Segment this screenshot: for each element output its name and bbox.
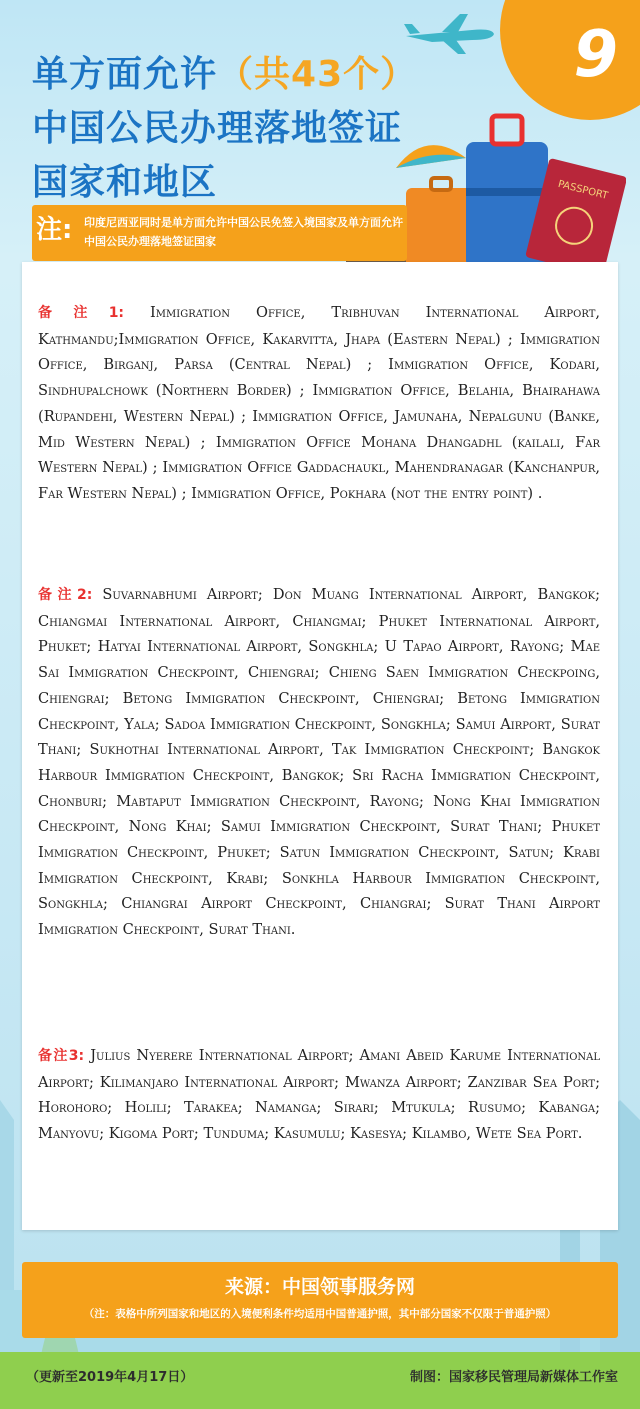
remark-text: Julius Nyerere International Airport; Amani Abeid Karume International Airport; Kilimanjaro International Airport; Mwanza Airport; Zanzibar Sea Port; Horohoro; Holili; Tarakea; Namanga; Sirari; Mtukula; Rusumo; Kabanga; Manyovu; Kigoma Port; Tunduma; Kasumulu; Kasesya; Kilambo, Wete Sea Port. bbox=[38, 1047, 601, 1143]
note-box bbox=[32, 205, 407, 261]
note-text: 印度尼西亚同时是单方面允许中国公民免签入境国家及单方面允许中国公民办理落地签证国家 bbox=[84, 216, 403, 248]
page-title-line-2: 中国公民办理落地签证 bbox=[32, 108, 403, 149]
remark-label: 备注1: bbox=[38, 305, 125, 321]
credit-text: 制图：国家移民管理局新媒体工作室 bbox=[409, 1370, 618, 1385]
page-title-line-1 bbox=[32, 46, 417, 97]
remark-paragraph-1 bbox=[38, 300, 600, 507]
footer bbox=[0, 1352, 640, 1409]
header bbox=[0, 0, 640, 265]
source-note: （注：表格中所列国家和地区的入境便利条件均适用中国普通护照，其中部分国家不仅限于普通护照） bbox=[83, 1308, 557, 1320]
number-badge bbox=[500, 0, 640, 120]
remark-text: Immigration Office, Tribhuvan International Airport, Kathmandu;Immigration Office, Kakarvitta, Jhapa (Eastern Nepal) ; Immigration Office, Birganj, Parsa (Central Nepal) ; Immigration Office, Kodari, Sindhupalchowk (Northern Border) ; Immigration Office, Belahia, Bhairahawa (Rupandehi, Western Nepal) ; Immigration Office, Jamunaha, Nepalgunu (Banke, Mid Western Nepal) ; Immigration Office Mohana Dhangadhl (kailali, Far Western Nepal) ; Immigration Office Gaddachaukl, Mahendranagar (Kanchanpur, Far Western Nepal) ; Immigration Office, Pokhara (not the entry point) . bbox=[38, 304, 601, 502]
remark-label: 备注2: bbox=[38, 587, 93, 603]
remark-label: 备注3: bbox=[38, 1048, 85, 1064]
badge-number: 9 bbox=[573, 18, 618, 92]
source-title: 来源：中国领事服务网 bbox=[224, 1276, 415, 1298]
source-banner bbox=[22, 1262, 618, 1338]
title-count: （共43个） bbox=[217, 54, 418, 95]
remark-paragraph-3 bbox=[38, 1043, 600, 1147]
passport-label: PASSPORT bbox=[556, 178, 610, 202]
remarks-card bbox=[22, 262, 618, 1230]
page-title-line-3: 国家和地区 bbox=[32, 162, 218, 203]
remark-text: Suvarnabhumi Airport; Don Muang International Airport, Bangkok; Chiangmai International Airport, Chiangmai; Phuket International Airport, Phuket; Hatyai International Airport, Songkhla; U Tapao Airport, Rayong; Mae Sai Immigration Checkpoint, Chiengrai; Chieng Saen Immigration Checkpoing, Chiengrai; Betong Immigration Checkpoint, Chiengrai; Betong Immigration Checkpoint, Yala; Sadoa Immigration Checkpoint, Songkhla; Samui Airport, Surat Thani; Sukhothai International Airport, Tak Immigration Checkpoint; Bangkok Harbour Immigration Checkpoint, Bangkok; Sri Racha Immigration Checkpoint, Chonburi; Mabtaput Immigration Checkpoint, Rayong; Nong Khai Immigration Checkpoint, Nong Khai; Samui Immigration Checkpoint, Surat Thani; Phuket Immigration Checkpoint, Phuket; Satun Immigration Checkpoint, Satun; Krabi Immigration Checkpoint, Krabi; Sonkhla Harbour Immigration Checkpoint, Songkhla; Chiangrai Airport Checkpoint, Chiangrai; Surat Thani Airport Immigration Checkpoint, Surat Thani. bbox=[38, 586, 601, 939]
update-date: （更新至2019年4月17日） bbox=[26, 1370, 194, 1385]
title-text: 单方面允许 bbox=[32, 54, 218, 95]
note-tag: 注: bbox=[36, 215, 73, 245]
remark-paragraph-2 bbox=[38, 582, 600, 943]
